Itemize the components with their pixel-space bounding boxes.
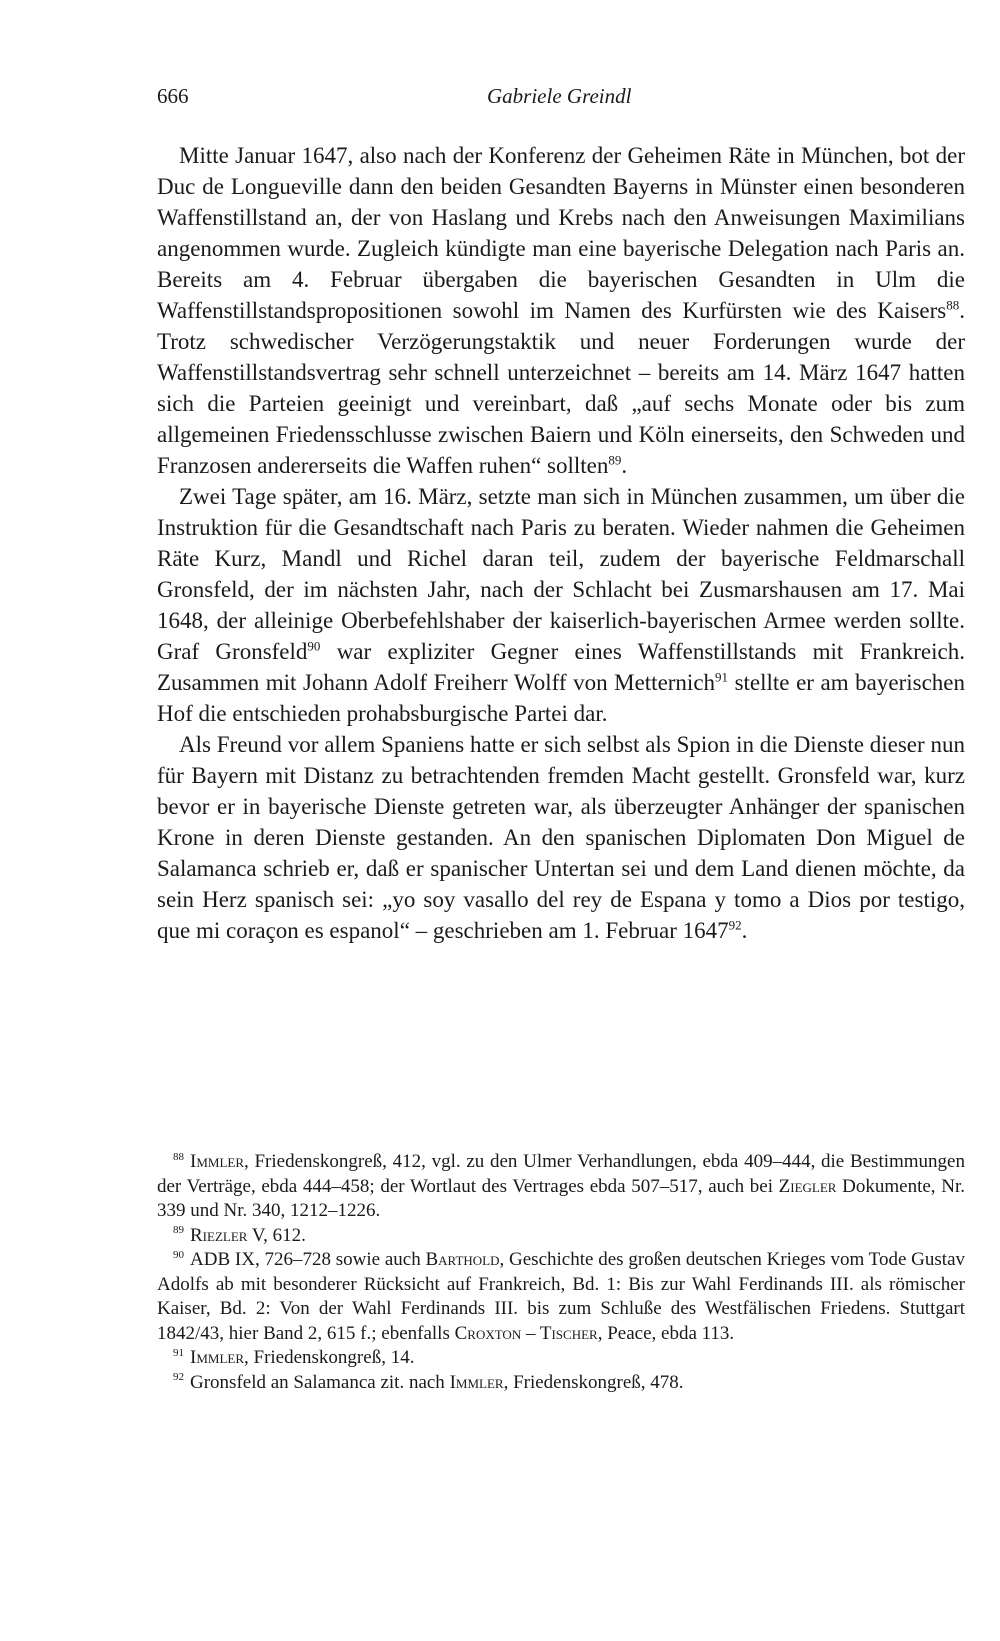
footnote-author: Immler bbox=[449, 1371, 504, 1393]
footnote-ref-88[interactable]: 88 bbox=[946, 297, 960, 313]
footnote-text: , Friedenskongreß, 412, vgl. zu den Ulmer Verhandlungen, ebda 409–444, die Bestimmungen der Verträge, ebda 444–458; der Wortlaut des Vertrages ebda 507–517, auch bei bbox=[157, 1151, 965, 1197]
footnote-number: 92 bbox=[173, 1371, 184, 1384]
footnote-author: Immler bbox=[190, 1151, 244, 1172]
paragraph-1 bbox=[157, 140, 965, 481]
footnote-text: Gronsfeld an Salamanca zit. nach bbox=[190, 1371, 450, 1393]
running-head bbox=[157, 84, 957, 114]
footnote-author: Immler bbox=[190, 1347, 244, 1368]
footnote-text: V, 612. bbox=[247, 1224, 306, 1246]
footnote-number: 89 bbox=[173, 1224, 184, 1237]
footnote-text: , Geschichte des großen deutschen Krieges vom Tode Gustav Adolfs ab mit besonderer Rücksicht auf Frankreich, Bd. 1: Bis zur Wahl Ferdinands III. als römischer Kaiser, Bd. 2: Von der Wahl Ferdinands III. bis zum Schluße des Westfälischen Friedens. Stuttgart 1842/43, hier Band 2, 615 f.; ebenfalls bbox=[157, 1249, 965, 1344]
footnote-number: 91 bbox=[173, 1346, 184, 1359]
footnote-text: , Friedenskongreß, 478. bbox=[503, 1371, 684, 1393]
running-title: Gabriele Greindl bbox=[487, 84, 632, 108]
body-text bbox=[157, 140, 965, 946]
paragraph-3-text-2: . bbox=[741, 918, 748, 943]
footnote-text: , Friedenskongreß, 14. bbox=[244, 1347, 415, 1368]
footnote-89 bbox=[157, 1224, 965, 1249]
footnote-author: Riezler bbox=[190, 1224, 248, 1246]
paragraph-2-text: Zwei Tage später, am 16. März, setzte man sich in München zusammen, um über die Instruktion für die Gesandtschaft nach Paris zu beraten. Wieder nahmen die Geheimen Räte Kurz, Mandl und Richel daran teil, zudem der bayerische Feldmarschall Gronsfeld, der im nächsten Jahr, nach der Schlacht bei Zusmarshausen am 17. Mai 1648, der alleinige Oberbefehlshaber der kaiserlich-bayerischen Armee werden sollte. Graf Gronsfeld bbox=[157, 484, 965, 664]
footnote-ref-91[interactable]: 91 bbox=[715, 669, 729, 685]
footnote-author: Ziegler bbox=[778, 1175, 837, 1197]
paragraph-1-text-3: . bbox=[621, 453, 628, 478]
footnote-90 bbox=[157, 1248, 965, 1346]
footnote-text: ADB IX, 726–728 sowie auch bbox=[190, 1249, 426, 1270]
paragraph-2 bbox=[157, 481, 965, 729]
footnote-92 bbox=[157, 1371, 965, 1396]
paragraph-3-text: Als Freund vor allem Spaniens hatte er sich selbst als Spion in die Dienste dieser nun für Bayern mit Distanz zu betrachtenden fremden Macht gestellt. Gronsfeld war, kurz bevor er in bayerische Dienste getreten war, als überzeugter Anhänger der spanischen Krone in deren Dienste gestanden. An den spanischen Diplomaten Don Miguel de Salamanca schrieb er, daß er spanischer Untertan sei und dem Land dienen möchte, da sein Herz spanisch sei: „yo soy vasallo del rey de Espana y tomo a Dios por testigo, que mi coraçon es espanol“ – geschrieben am 1. Februar 1647 bbox=[157, 732, 965, 943]
footnotes bbox=[157, 1150, 965, 1395]
footnote-text: , Peace, ebda 113. bbox=[597, 1322, 735, 1344]
footnote-author: Croxton – Tischer bbox=[454, 1322, 598, 1344]
footnote-ref-89[interactable]: 89 bbox=[608, 452, 622, 468]
footnote-author: Barthold bbox=[425, 1249, 500, 1270]
page-number: 666 bbox=[157, 84, 189, 108]
footnote-88 bbox=[157, 1150, 965, 1224]
footnote-number: 88 bbox=[173, 1150, 184, 1163]
footnote-ref-92[interactable]: 92 bbox=[728, 917, 742, 933]
paragraph-1-text-2: . Trotz schwedischer Verzögerungstaktik und neuer Forderungen wurde der Waffenstillstandsvertrag sehr schnell unterzeichnet – bereits am 14. März 1647 hatten sich die Parteien geeinigt und vereinbart, daß „auf sechs Monate oder bis zum allgemeinen Friedensschlusse zwischen Baiern und Köln einerseits, den Schweden und Franzosen andererseits die Waffen ruhen“ sollten bbox=[157, 298, 965, 478]
footnote-number: 90 bbox=[173, 1248, 184, 1261]
footnote-text: Dokumente, Nr. 339 und Nr. 340, 1212–1226. bbox=[157, 1175, 965, 1221]
footnote-91 bbox=[157, 1346, 965, 1371]
paragraph-3 bbox=[157, 729, 965, 946]
footnote-ref-90[interactable]: 90 bbox=[307, 638, 321, 654]
paragraph-2-text-3: stellte er am bayerischen Hof die entschieden prohabsburgische Partei dar. bbox=[157, 670, 965, 726]
paragraph-2-text-2: war expliziter Gegner eines Waffenstillstands mit Frankreich. Zusammen mit Johann Adolf Freiherr Wolff von Metternich bbox=[157, 639, 965, 695]
paragraph-1-text: Mitte Januar 1647, also nach der Konferenz der Geheimen Räte in München, bot der Duc de Longueville dann den beiden Gesandten Bayerns in Münster einen besonderen Waffenstillstand an, der von Haslang und Krebs nach den Anweisungen Maximilians angenommen wurde. Zugleich kündigte man eine bayerische Delegation nach Paris an. Bereits am 4. Februar übergaben die bayerischen Gesandten in Ulm die Waffenstillstandspropositionen sowohl im Namen des Kurfürsten wie des Kaisers bbox=[157, 143, 965, 323]
